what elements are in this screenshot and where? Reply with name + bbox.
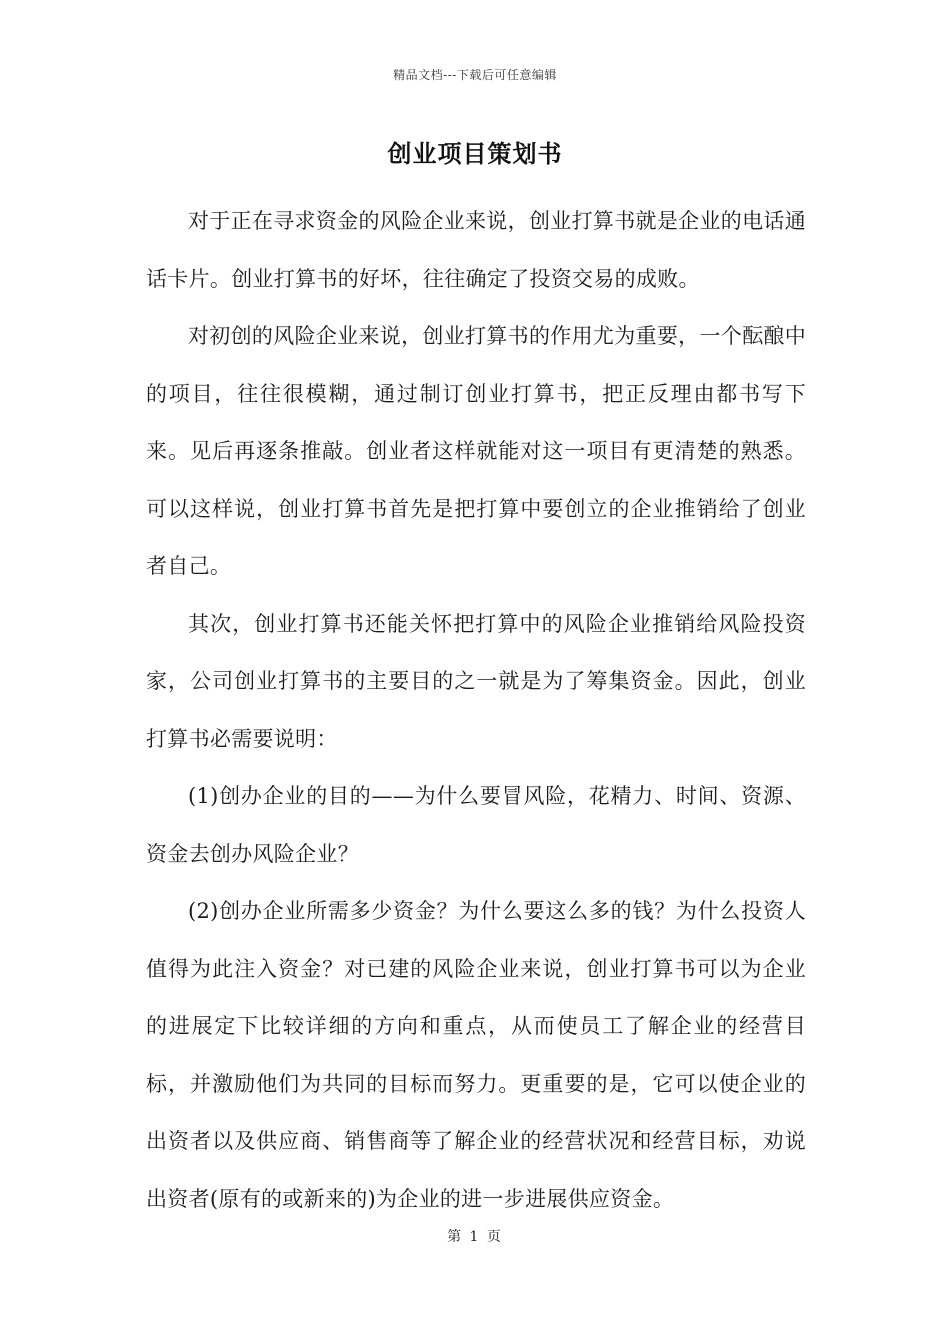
paragraph: 对于正在寻求资金的风险企业来说，创业打算书就是企业的电话通话卡片。创业打算书的好坏，往往确定了投资交易的成败。 xyxy=(146,209,806,291)
document-body xyxy=(146,193,806,1228)
paragraph: 其次，创业打算书还能关怀把打算中的风险企业推销给风险投资家，公司创业打算书的主要目的之一就是为了筹集资金。因此，创业打算书必需要说明： xyxy=(146,611,806,751)
paragraph: 对初创的风险企业来说，创业打算书的作用尤为重要，一个酝酿中的项目，往往很模糊，通过制订创业打算书，把正反理由都书写下来。见后再逐条推敲。创业者这样就能对这一项目有更清楚的熟悉。可以这样说，创业打算书首先是把打算中要创立的企业推销给了创业者自己。 xyxy=(146,324,806,578)
header-note: 精品文档---下载后可任意编辑 xyxy=(393,68,557,82)
document-title: 创业项目策划书 xyxy=(387,139,563,168)
paragraph: (2)创办企业所需多少资金？为什么要这么多的钱？为什么投资人值得为此注入资金？对已建的风险企业来说，创业打算书可以为企业的进展定下比较详细的方向和重点，从而使员工了解企业的经营目标，并激励他们为共同的目标而努力。更重要的是，它可以使企业的出资者以及供应商、销售商等了解企业的经营状况和经营目标，劝说出资者(原有的或新来的)为企业的进一步进展供应资金。 xyxy=(146,899,806,1211)
paragraph: (1)创办企业的目的——为什么要冒风险，花精力、时间、资源、资金去创办风险企业？ xyxy=(146,784,806,866)
page-number: 第 1 页 xyxy=(447,1229,503,1245)
